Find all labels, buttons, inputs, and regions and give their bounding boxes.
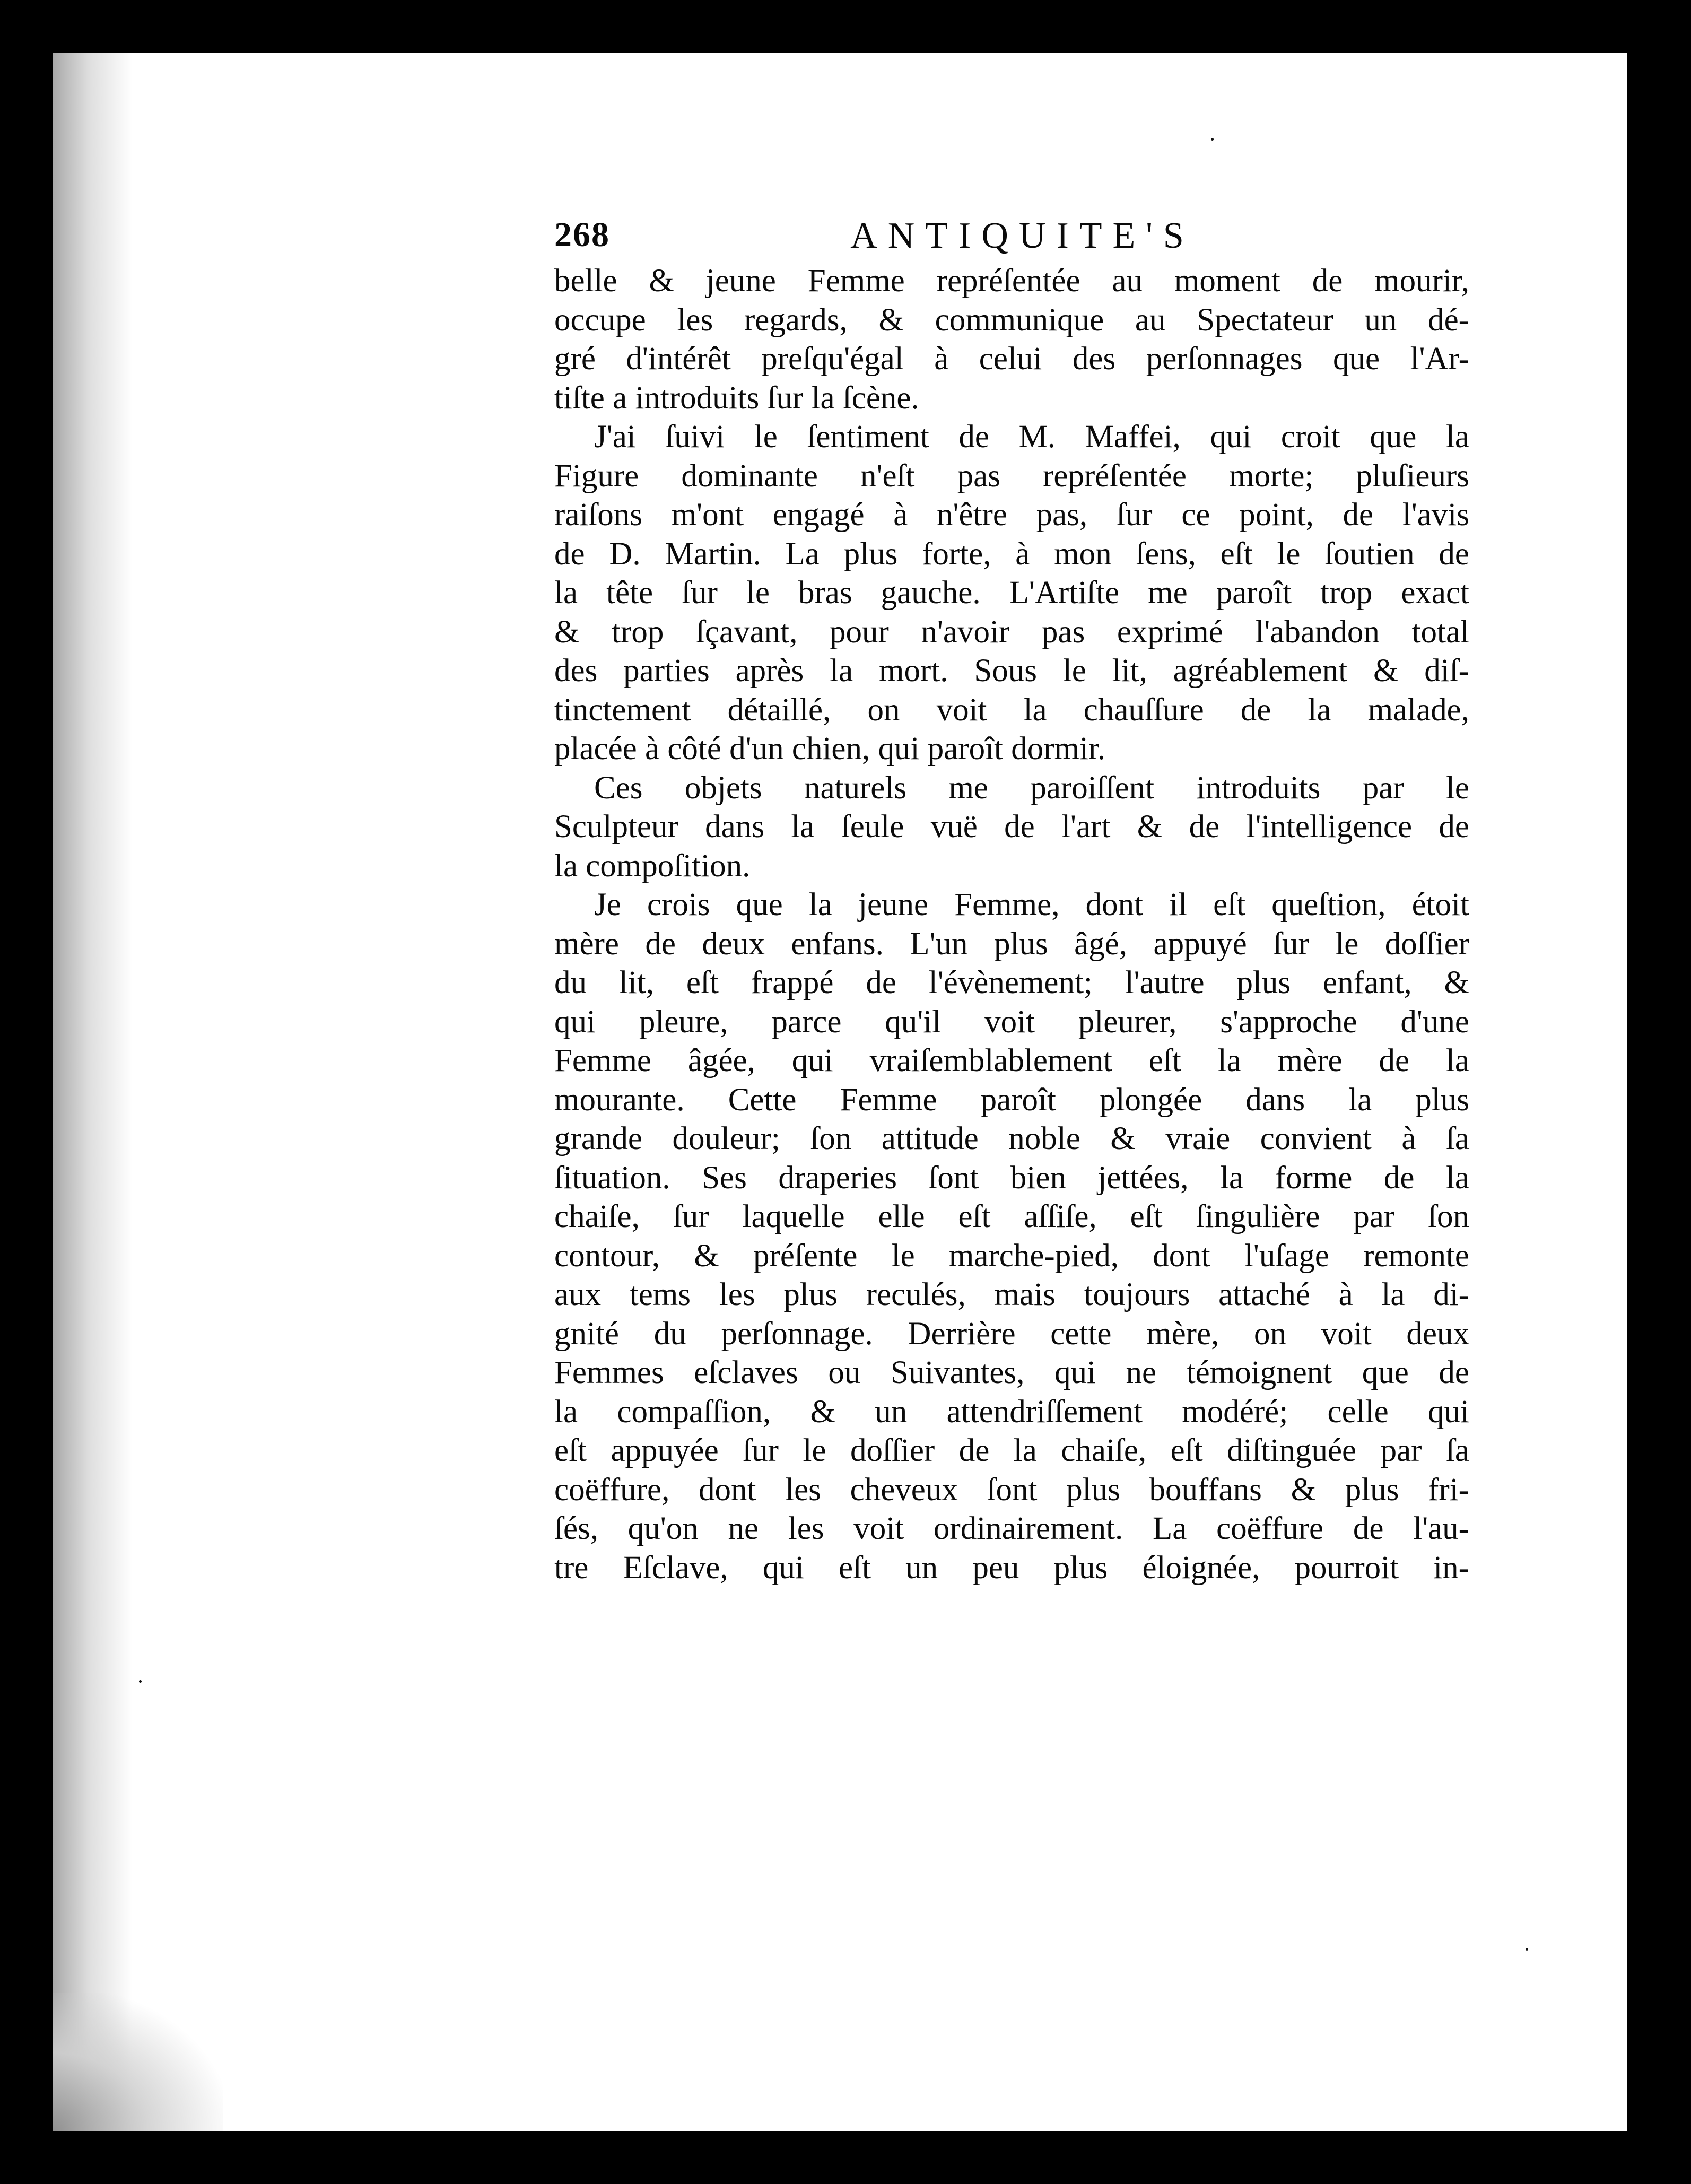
text-line: mourante. Cette Femme paroît plongée dans la plus (554, 1082, 1469, 1118)
corner-shadow (53, 1993, 223, 2131)
text-line: gré d'intérêt preſqu'égal à celui des perſonnages que l'Ar- (554, 341, 1469, 377)
text-line: de D. Martin. La plus forte, à mon ſens, eſt le ſoutien de (554, 536, 1469, 572)
dust-speck (1211, 138, 1214, 141)
text-line: du lit, eſt frappé de l'évènement; l'autre plus enfant, & (554, 965, 1469, 1000)
text-line: Figure dominante n'eſt pas repréſentée morte; pluſieurs (554, 458, 1469, 494)
gutter-shadow (53, 53, 133, 2131)
text-line: ſituation. Ses draperies ſont bien jettées, la forme de la (554, 1160, 1469, 1196)
text-line: la compoſition. (554, 848, 751, 884)
text-line: Femmes eſclaves ou Suivantes, qui ne témoignent que de (554, 1355, 1469, 1390)
text-line: aux tems les plus reculés, mais toujours attaché à la di- (554, 1277, 1469, 1312)
text-line: J'ai ſuivi le ſentiment de M. Maffei, qui croit que la (594, 419, 1469, 455)
text-line: tre Eſclave, qui eſt un peu plus éloignée, pourroit in- (554, 1550, 1469, 1586)
text-line: mère de deux enfans. L'un plus âgé, appuyé ſur le doſſier (554, 926, 1469, 962)
text-line: grande douleur; ſon attitude noble & vraie convient à ſa (554, 1121, 1469, 1156)
running-title: ANTIQUITE'S (850, 215, 1195, 256)
text-line: Je crois que la jeune Femme, dont il eſt queſtion, étoit (594, 887, 1469, 923)
page-number: 268 (554, 215, 610, 254)
text-line: contour, & préſente le marche-pied, dont l'uſage remonte (554, 1238, 1469, 1274)
text-line: placée à côté d'un chien, qui paroît dormir. (554, 731, 1106, 767)
text-block (554, 215, 1469, 1587)
text-line: Ces objets naturels me paroiſſent introduits par le (594, 770, 1469, 806)
text-line: ſés, qu'on ne les voit ordinairement. La coëffure de l'au- (554, 1511, 1469, 1546)
text-line: coëffure, dont les cheveux ſont plus bouffans & plus fri- (554, 1472, 1469, 1508)
text-line: Femme âgée, qui vraiſemblablement eſt la mère de la (554, 1043, 1469, 1078)
text-line: tinctement détaillé, on voit la chauſſure de la malade, (554, 692, 1469, 728)
text-line: la compaſſion, & un attendriſſement modéré; celle qui (554, 1394, 1469, 1430)
text-line: chaiſe, ſur laquelle elle eſt aſſiſe, eſt ſingulière par ſon (554, 1199, 1469, 1234)
text-line: des parties après la mort. Sous le lit, agréablement & diſ- (554, 653, 1469, 689)
text-line: & trop ſçavant, pour n'avoir pas exprimé l'abandon total (554, 614, 1469, 650)
text-line: occupe les regards, & communique au Spectateur un dé- (554, 302, 1469, 338)
text-line: qui pleure, parce qu'il voit pleurer, s'approche d'une (554, 1004, 1469, 1040)
running-head (554, 215, 1469, 259)
scanned-page (53, 53, 1627, 2131)
text-line: eſt appuyée ſur le doſſier de la chaiſe, eſt diſtinguée par ſa (554, 1433, 1469, 1468)
text-line: tiſte a introduits ſur la ſcène. (554, 380, 919, 416)
dust-speck (1526, 1948, 1528, 1951)
text-line: Sculpteur dans la ſeule vuë de l'art & de l'intelligence de (554, 809, 1469, 845)
text-line: gnité du perſonnage. Derrière cette mère, on voit deux (554, 1316, 1469, 1352)
text-line: la tête ſur le bras gauche. L'Artiſte me paroît trop exact (554, 575, 1469, 611)
dust-speck (139, 1680, 142, 1683)
text-line: belle & jeune Femme repréſentée au moment de mourir, (554, 263, 1469, 299)
text-line: raiſons m'ont engagé à n'être pas, ſur ce point, de l'avis (554, 497, 1469, 533)
body-text (554, 262, 1469, 1587)
